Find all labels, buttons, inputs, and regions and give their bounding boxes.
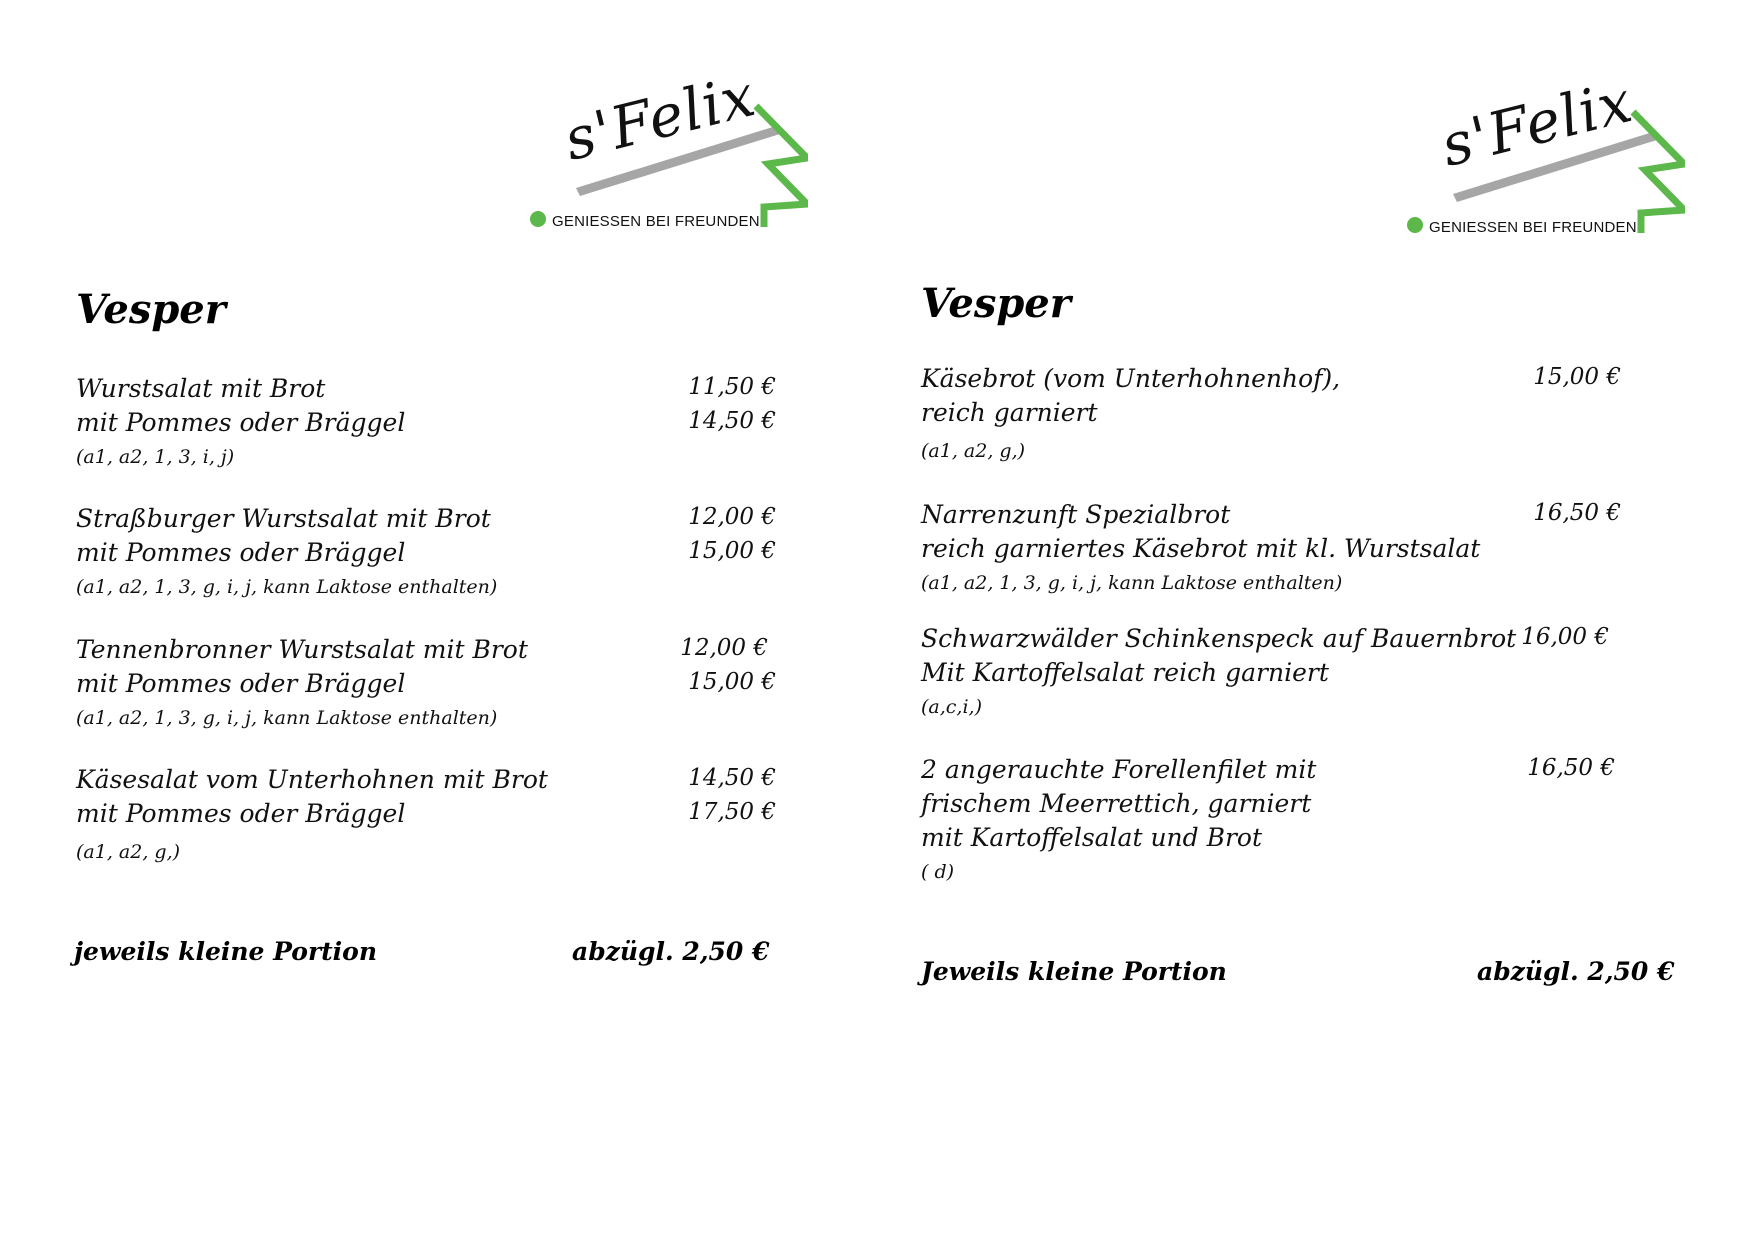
item-description: reich garniert — [921, 398, 1098, 427]
menu-item-line — [76, 374, 776, 408]
item-price: 11,50 € — [688, 374, 776, 400]
logo-tagline: GENIESSEN BEI FREUNDEN — [552, 213, 760, 230]
logo-script: s'Felix — [557, 61, 763, 174]
menu-item — [921, 500, 1621, 598]
menu-item-line — [76, 799, 776, 833]
logo-green-zigzag — [756, 106, 807, 227]
menu-item-line — [76, 408, 776, 442]
logo-script: s'Felix — [1434, 67, 1640, 180]
allergen-info: (a1, a2, 1, 3, g, i, j, kann Laktose enthalten) — [76, 707, 498, 729]
logo-green-dot — [1407, 217, 1423, 233]
item-price: 12,00 € — [688, 504, 776, 530]
menu-item-line — [921, 789, 1621, 823]
allergen-info: (a,c,i,) — [921, 696, 982, 718]
item-name: Narrenzunft Spezialbrot — [921, 500, 1231, 529]
menu-panel-right — [877, 0, 1754, 1240]
menu-item-line — [921, 624, 1621, 658]
menu-item-line — [921, 500, 1621, 534]
menu-item — [921, 364, 1621, 466]
item-price: 14,50 € — [688, 408, 776, 434]
logo-green-zigzag — [1633, 112, 1684, 233]
item-price: 12,00 € — [680, 635, 768, 661]
menu-item — [76, 765, 776, 867]
allergen-info: ( d) — [921, 861, 955, 883]
menu-item — [921, 755, 1621, 887]
menu-item-line — [921, 755, 1621, 789]
item-description: frischem Meerrettich, garniert — [921, 789, 1312, 818]
item-name: Straßburger Wurstsalat mit Brot — [76, 504, 491, 533]
small-portion-note: jeweils kleine Portion — [74, 937, 378, 966]
logo-green-dot — [530, 211, 546, 227]
item-price: 16,50 € — [1533, 500, 1621, 526]
allergen-info: (a1, a2, 1, 3, i, j) — [76, 446, 235, 468]
menu-item-line — [921, 398, 1621, 432]
item-price: 16,50 € — [1527, 755, 1615, 781]
small-portion-note: Jeweils kleine Portion — [921, 957, 1227, 986]
item-variant: mit Pommes oder Bräggel — [76, 408, 406, 437]
item-description: Mit Kartoffelsalat reich garniert — [921, 658, 1329, 687]
item-name: Wurstsalat mit Brot — [76, 374, 326, 403]
item-name: Käsebrot (vom Unterhohnenhof), — [921, 364, 1341, 393]
item-variant: mit Pommes oder Bräggel — [76, 669, 406, 698]
restaurant-logo — [528, 61, 808, 242]
item-name: Schwarzwälder Schinkenspeck auf Bauernbrot — [921, 624, 1517, 653]
item-price: 15,00 € — [688, 538, 776, 564]
allergen-info: (a1, a2, g,) — [76, 841, 181, 863]
menu-item-line — [76, 669, 776, 703]
menu-item — [76, 504, 776, 602]
item-name: 2 angerauchte Forellenfilet mit — [921, 755, 1317, 784]
menu-heading: Vesper — [76, 286, 226, 333]
allergen-info: (a1, a2, g,) — [921, 440, 1026, 462]
menu-item — [76, 635, 776, 733]
small-portion-discount: abzügl. 2,50 € — [572, 937, 770, 966]
item-price: 17,50 € — [688, 799, 776, 825]
menu-item — [76, 374, 776, 472]
item-price: 15,00 € — [1533, 364, 1621, 390]
allergen-info: (a1, a2, 1, 3, g, i, j, kann Laktose enthalten) — [76, 576, 498, 598]
small-portion-discount: abzügl. 2,50 € — [1477, 957, 1675, 986]
menu-item-line — [921, 534, 1621, 568]
logo-tagline: GENIESSEN BEI FREUNDEN — [1429, 219, 1637, 236]
item-price: 15,00 € — [688, 669, 776, 695]
menu-item-line — [921, 658, 1621, 692]
item-price: 16,00 € — [1521, 624, 1609, 650]
menu-item-line — [76, 635, 776, 669]
item-variant: mit Pommes oder Bräggel — [76, 538, 406, 567]
menu-item — [921, 624, 1621, 722]
item-description: mit Kartoffelsalat und Brot — [921, 823, 1263, 852]
item-variant: mit Pommes oder Bräggel — [76, 799, 406, 828]
item-name: Käsesalat vom Unterhohnen mit Brot — [76, 765, 548, 794]
menu-heading: Vesper — [921, 280, 1071, 327]
allergen-info: (a1, a2, 1, 3, g, i, j, kann Laktose enthalten) — [921, 572, 1343, 594]
menu-item-line — [76, 765, 776, 799]
item-name: Tennenbronner Wurstsalat mit Brot — [76, 635, 528, 664]
menu-item-line — [76, 538, 776, 572]
item-price: 14,50 € — [688, 765, 776, 791]
menu-item-line — [921, 364, 1621, 398]
restaurant-logo — [1405, 67, 1685, 248]
menu-item-line — [76, 504, 776, 538]
menu-item-line — [921, 823, 1621, 857]
item-description: reich garniertes Käsebrot mit kl. Wurstsalat — [921, 534, 1481, 563]
